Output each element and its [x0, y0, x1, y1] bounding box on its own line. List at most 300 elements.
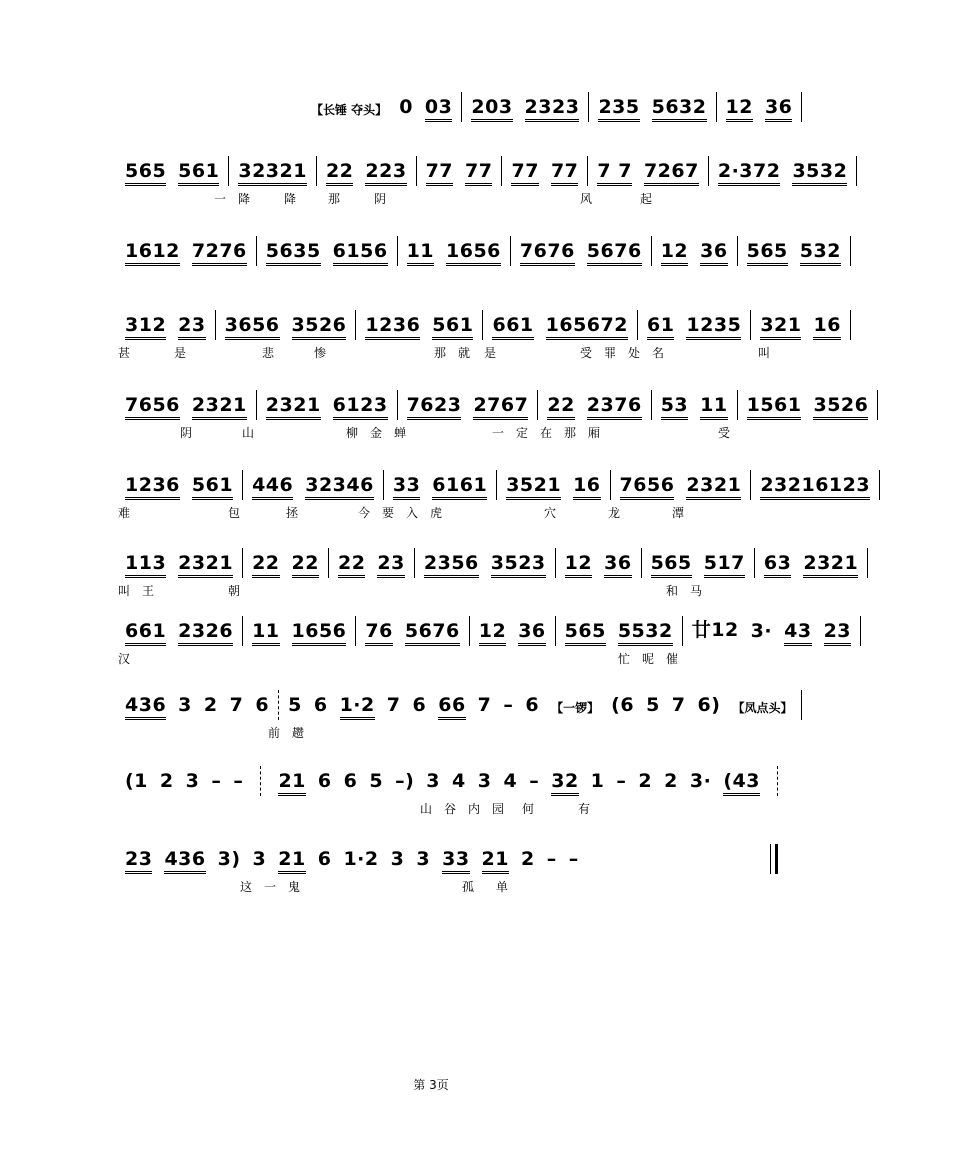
lyric-text: 一降 [214, 192, 263, 206]
note-group: 1236 [125, 474, 180, 500]
measure [331, 552, 412, 578]
notes-row [118, 232, 841, 266]
barline [496, 470, 497, 500]
note: 3) [217, 848, 241, 870]
lyrics-row [118, 270, 780, 290]
barline [383, 470, 384, 500]
barline [260, 766, 261, 796]
measure [685, 615, 858, 646]
measure [740, 240, 848, 266]
barline [328, 548, 329, 578]
measure [231, 160, 314, 186]
measure [590, 160, 705, 186]
note: 6 [255, 694, 270, 716]
measure [118, 770, 250, 796]
lyric-text: 龙 [608, 506, 633, 520]
note-group: 43 [784, 620, 811, 646]
page-number: 第 3页 [413, 1078, 449, 1092]
note-group: 32346 [305, 474, 374, 500]
note-group: 3526 [292, 314, 347, 340]
note-group: 321 [760, 314, 801, 340]
lyric-text: 汉 [118, 652, 143, 666]
lyrics-row [304, 126, 966, 146]
measure [358, 314, 480, 340]
barline [879, 470, 880, 500]
measure [591, 96, 713, 122]
barline [801, 690, 802, 720]
note-group: 03 [425, 96, 452, 122]
note-group: 21 [278, 848, 305, 874]
note-group: 3523 [491, 552, 546, 578]
note: 3 [252, 848, 267, 870]
barline [256, 236, 257, 266]
note-group: 3526 [813, 394, 868, 420]
note: 2 [521, 848, 535, 870]
note-group: 23 [178, 314, 205, 340]
lyric-text: 穴 [544, 506, 569, 520]
note-group: 1236 [365, 314, 420, 340]
final-barline [770, 844, 778, 874]
note-group: 565 [651, 552, 692, 578]
lyric-text: 难 [118, 506, 143, 520]
note-group: 16 [813, 314, 840, 340]
percussion-cue: 【一锣】 [551, 701, 600, 715]
notes-row [118, 612, 852, 646]
barline [750, 470, 751, 500]
measure [711, 160, 855, 186]
note-group: 561 [178, 160, 219, 186]
note-group: 113 [125, 552, 166, 578]
score-line [118, 762, 780, 824]
notes-row [118, 840, 780, 874]
note-group: 22 [338, 552, 365, 578]
measure [753, 314, 848, 340]
note-group: 565 [565, 620, 606, 646]
barline [777, 766, 778, 796]
note: 廿12 [691, 619, 739, 641]
lyric-text: 山谷内园 [420, 802, 517, 816]
note-group: 12 [565, 552, 592, 578]
measure [218, 314, 354, 340]
note-group: 565 [125, 160, 166, 186]
note-group: 517 [704, 552, 745, 578]
note-group: 7656 [125, 394, 180, 420]
measure [654, 240, 735, 266]
measure [118, 394, 254, 420]
note-group: 5632 [652, 96, 707, 122]
note-group: 36 [604, 552, 631, 578]
lyric-text: 是 [484, 346, 509, 360]
note-group: 1·2 [340, 694, 375, 720]
note-group: 561 [192, 474, 233, 500]
note-group: 77 [465, 160, 492, 186]
barline [256, 390, 257, 420]
note-group: 36 [518, 620, 545, 646]
lyrics-row [118, 724, 780, 744]
note-group: 1656 [292, 620, 347, 646]
barline [461, 92, 462, 122]
score-line [304, 88, 793, 150]
note: – [616, 770, 627, 792]
barline [750, 310, 751, 340]
barline [850, 310, 851, 340]
barline [716, 92, 717, 122]
note: 3· [750, 620, 773, 642]
note-group: 1235 [686, 314, 741, 340]
measure [319, 160, 414, 186]
measure [753, 474, 877, 500]
notes-row [118, 762, 780, 796]
note: 3 [185, 770, 200, 792]
barline [587, 156, 588, 186]
measure [513, 240, 649, 266]
note-group: 23 [125, 848, 152, 874]
note-group: 2321 [803, 552, 858, 578]
notes-row [118, 386, 869, 420]
lyric-text: 叫王 [118, 584, 167, 598]
barline [555, 548, 556, 578]
note: – [503, 694, 514, 716]
barline [482, 310, 483, 340]
note-group: 5635 [266, 240, 321, 266]
barline [242, 616, 243, 646]
note-group: 446 [252, 474, 293, 500]
note: 3 [178, 694, 192, 716]
barline [355, 616, 356, 646]
notes-row [118, 544, 859, 578]
note-group: 2321 [686, 474, 741, 500]
note: – [568, 848, 579, 870]
measure [719, 96, 800, 122]
barline [641, 548, 642, 578]
barline [737, 236, 738, 266]
lyric-text: 悲 [262, 346, 287, 360]
notes-row [118, 152, 848, 186]
note-group: 23 [377, 552, 404, 578]
measure [417, 552, 553, 578]
barline [501, 156, 502, 186]
note-group: 33 [442, 848, 469, 874]
note: 6 [343, 770, 358, 792]
note-group: 2326 [178, 620, 233, 646]
measure [644, 552, 752, 578]
score-line [118, 306, 841, 368]
note-group: 203 [471, 96, 512, 122]
lyric-text: 孤 [462, 880, 487, 894]
note-group: 12 [661, 240, 688, 266]
note-group: 2767 [473, 394, 528, 420]
lyric-text: 受罪处名 [580, 346, 677, 360]
note: 3· [689, 770, 712, 792]
note: – [546, 848, 557, 870]
note-group: 16 [573, 474, 600, 500]
notes-row [118, 306, 841, 340]
note-group: 23216123 [760, 474, 870, 500]
measure [118, 694, 276, 720]
note-group: 5532 [618, 620, 673, 646]
note: 0 [399, 96, 413, 118]
barline [801, 92, 802, 122]
note: 6 [317, 770, 332, 792]
note-group: 77 [551, 160, 578, 186]
note-group: 1612 [125, 240, 180, 266]
note-group: 5676 [405, 620, 460, 646]
note-group: 561 [432, 314, 473, 340]
barline [651, 390, 652, 420]
note: 3 [477, 770, 492, 792]
barline [416, 156, 417, 186]
note-group: 76 [365, 620, 392, 646]
score-line [118, 386, 869, 448]
note-group: 312 [125, 314, 166, 340]
lyrics-row [118, 504, 780, 524]
lyrics-row [118, 344, 783, 364]
measure [118, 620, 240, 646]
measure [245, 620, 353, 646]
measure [118, 848, 586, 874]
note-group: 223 [365, 160, 406, 186]
measure [118, 474, 240, 500]
lyric-text: 起 [640, 192, 665, 206]
barline [850, 236, 851, 266]
score-line [118, 840, 780, 902]
note: 7 [229, 694, 244, 716]
note-group: 661 [125, 620, 166, 646]
barline [215, 310, 216, 340]
lyrics-row [118, 878, 780, 898]
note-group: 436 [164, 848, 205, 874]
percussion-cue: 【长锤 夺头】 [311, 103, 388, 117]
lyric-text: 阴 [374, 192, 399, 206]
barline [651, 236, 652, 266]
barline [708, 156, 709, 186]
lyric-text: 包 [228, 506, 253, 520]
note-group: 11 [252, 620, 279, 646]
note-group: 7276 [192, 240, 247, 266]
barline [242, 470, 243, 500]
barline [278, 690, 279, 720]
measure [358, 620, 466, 646]
note-group: 2376 [587, 394, 642, 420]
note-group: 12 [479, 620, 506, 646]
barline [355, 310, 356, 340]
note-group: 3521 [506, 474, 561, 500]
measure [472, 620, 553, 646]
note-group: 565 [747, 240, 788, 266]
measure [654, 394, 735, 420]
note-group: 12 [726, 96, 753, 122]
barline [469, 616, 470, 646]
barline [856, 156, 857, 186]
note-group: 2321 [178, 552, 233, 578]
barline [877, 390, 878, 420]
measure [245, 474, 381, 500]
note-group: 7656 [620, 474, 675, 500]
measure [540, 394, 648, 420]
lyric-text: 朝 [228, 584, 253, 598]
note: (1 [125, 770, 148, 792]
measure [558, 552, 639, 578]
barline [860, 616, 861, 646]
barline [867, 548, 868, 578]
lyric-text: 风 [580, 192, 605, 206]
barline [637, 310, 638, 340]
measure [271, 770, 767, 796]
measure [419, 160, 500, 186]
note-group: 22 [547, 394, 574, 420]
note: 1 [590, 770, 605, 792]
note: 6) [697, 694, 721, 716]
lyric-text: 和马 [666, 584, 715, 598]
measure [400, 394, 536, 420]
barline [754, 548, 755, 578]
notes-row [118, 686, 793, 720]
note: 2 [664, 770, 678, 792]
measure [259, 240, 395, 266]
barline [228, 156, 229, 186]
lyric-text: 单 [496, 880, 521, 894]
lyric-text: 惨 [314, 346, 339, 360]
lyrics-row [118, 800, 780, 820]
note-group: 11 [407, 240, 434, 266]
note-group: 32321 [238, 160, 307, 186]
note-group: 2321 [192, 394, 247, 420]
lyric-text: 甚 [118, 346, 143, 360]
note-group: (43 [723, 770, 760, 796]
note-group: 2323 [525, 96, 580, 122]
note-group: 3656 [225, 314, 280, 340]
barline [555, 616, 556, 646]
note-group: 63 [764, 552, 791, 578]
measure [118, 314, 213, 340]
lyric-text: 何 [522, 802, 547, 816]
measure [504, 160, 585, 186]
lyrics-row [118, 582, 780, 602]
note: 5 [288, 694, 302, 716]
lyric-text: 阴 [180, 426, 205, 440]
note-group: 6123 [333, 394, 388, 420]
barline [414, 548, 415, 578]
score-line [118, 466, 871, 528]
measure [464, 96, 586, 122]
note-group: 532 [800, 240, 841, 266]
note: 5 [369, 770, 384, 792]
lyric-text: 柳金蝉 [346, 426, 419, 440]
score-line [118, 612, 852, 674]
note: – [233, 770, 244, 792]
lyric-text: 拯 [286, 506, 311, 520]
note-group: 235 [598, 96, 639, 122]
note-group: 6161 [432, 474, 487, 500]
lyric-text: 那 [328, 192, 353, 206]
note: 7 [386, 694, 401, 716]
note-group: 7623 [407, 394, 462, 420]
note-group: 2356 [424, 552, 479, 578]
note: 2 [159, 770, 174, 792]
note: 4 [452, 770, 466, 792]
lyric-text: 潭 [672, 506, 697, 520]
note-group: 5676 [587, 240, 642, 266]
lyric-text: 今要入虎 [358, 506, 455, 520]
note: –) [395, 770, 415, 792]
note: 7 [671, 694, 686, 716]
lyric-text: 一定在那厢 [492, 426, 613, 440]
percussion-cue: 【凤点头】 [732, 701, 793, 715]
barline [397, 236, 398, 266]
measure [485, 314, 635, 340]
lyric-text: 叫 [758, 346, 783, 360]
note-group: 53 [661, 394, 688, 420]
measure [245, 552, 326, 578]
note-group: 3532 [792, 160, 847, 186]
barline [588, 92, 589, 122]
note-group: 23 [824, 620, 851, 646]
score-line [118, 544, 859, 606]
note-group: 77 [426, 160, 453, 186]
lyric-text: 那就 [434, 346, 483, 360]
score-line [118, 232, 841, 294]
barline [316, 156, 317, 186]
note-group: 22 [326, 160, 353, 186]
lyric-text: 降 [284, 192, 309, 206]
barline [737, 390, 738, 420]
measure [640, 314, 748, 340]
note-group: 21 [278, 770, 305, 796]
barline [610, 470, 611, 500]
note-group: 11 [700, 394, 727, 420]
note-group: 7676 [520, 240, 575, 266]
note-group: 661 [492, 314, 533, 340]
note-group: 6156 [333, 240, 388, 266]
measure [281, 694, 799, 720]
note: 3 [426, 770, 441, 792]
note-group: 32 [551, 770, 578, 796]
measure [613, 474, 749, 500]
note: 6 [317, 848, 332, 870]
notes-row [304, 88, 793, 122]
note: 4 [503, 770, 518, 792]
note: 6 [313, 694, 328, 716]
lyric-text: 忙呢催 [618, 652, 691, 666]
measure [118, 552, 240, 578]
note: 3 [390, 848, 405, 870]
note: (6 [611, 694, 635, 716]
measure [118, 240, 254, 266]
note-group: 77 [511, 160, 538, 186]
note: 6 [412, 694, 427, 716]
note-group: 2321 [266, 394, 321, 420]
measure [259, 394, 395, 420]
lyric-text: 前趱 [268, 726, 317, 740]
note-group: 1656 [446, 240, 501, 266]
note-group: 36 [765, 96, 792, 122]
lyric-text: 是 [174, 346, 199, 360]
note-group: 165672 [546, 314, 628, 340]
measure [499, 474, 607, 500]
note-group: 22 [292, 552, 319, 578]
score-line [118, 686, 793, 748]
lyric-text: 山 [242, 426, 267, 440]
note: 2 [638, 770, 653, 792]
note: 5 [646, 694, 660, 716]
note-group: 1561 [747, 394, 802, 420]
lyric-text: 有 [578, 802, 603, 816]
barline [242, 548, 243, 578]
note: – [529, 770, 540, 792]
barline [397, 390, 398, 420]
note: 6 [525, 694, 540, 716]
note-group: 22 [252, 552, 279, 578]
